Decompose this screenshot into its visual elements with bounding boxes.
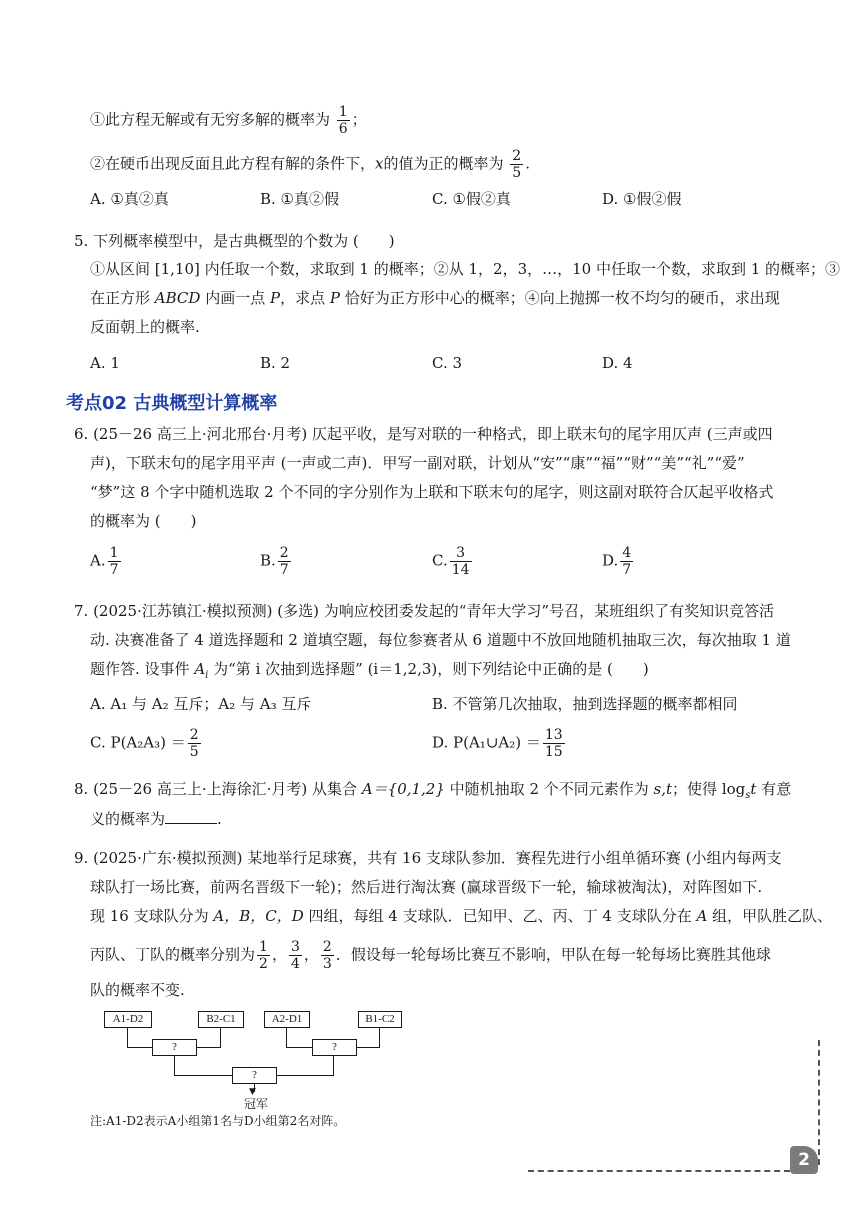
fraction: $\frac{2}{5}$ — [512, 148, 522, 181]
q6-line-1: 6. (25－26 高三上·河北邢台·月考) 仄起平收，是写对联的一种格式，即上联末句的尾字用仄声 (三声或四 — [74, 425, 773, 443]
q7-option-c: C. P(A₂A₃) ＝ $\frac{2}{5}$ — [90, 727, 199, 760]
bracket-box-semifinal-right: ? — [312, 1039, 357, 1056]
bracket-box-semifinal-left: ? — [152, 1039, 197, 1056]
q5-line-4: 反面朝上的概率. — [90, 318, 200, 336]
q4-option-c: C. ①假②真 — [432, 190, 511, 208]
q6-option-b: B. $\frac{2}{7}$ — [260, 545, 289, 578]
section-title: 考点02 古典概型计算概率 — [66, 393, 278, 414]
q5-option-c: C. 3 — [432, 354, 463, 372]
q4-option-d: D. ①假②假 — [602, 190, 682, 208]
fraction: $\frac{1}{6}$ — [338, 104, 348, 137]
q7-option-a: A. A₁ 与 A₂ 互斥；A₂ 与 A₃ 互斥 — [90, 695, 312, 713]
q5-line-2: ①从区间 [1,10] 内任取一个数，求取到 1 的概率；②从 1，2，3，…，10 中任取一个数，求取到 1 的概率；③ — [90, 260, 841, 278]
q7-option-b: B. 不管第几次抽取，抽到选择题的概率都相同 — [432, 695, 738, 713]
q7-line-2: 动. 决赛准备了 4 道选择题和 2 道填空题，每位参赛者从 6 道题中不放回地随机抽取三次，每次抽取 1 道 — [90, 631, 791, 649]
q4-statement-2: ②在硬币出现反面且此方程有解的条件下，x的值为正的概率为 $\frac{2}{5}$ . — [90, 148, 530, 181]
q9-line-2: 球队打一场比赛，前两名晋级下一轮)；然后进行淘汰赛 (赢球晋级下一轮，输球被淘汰)，对阵图如下. — [90, 878, 763, 896]
bracket-box-b2-c1: B2-C1 — [198, 1011, 244, 1028]
q6-line-4: 的概率为 ( ) — [90, 512, 197, 530]
q4-option-b: B. ①真②假 — [260, 190, 340, 208]
page-border-dashed-vertical — [818, 1040, 820, 1165]
q6-option-c: C. $\frac{3}{14}$ — [432, 545, 470, 578]
bracket-box-a1-d2: A1-D2 — [104, 1011, 152, 1028]
q5-option-d: D. 4 — [602, 354, 633, 372]
q7-line-1: 7. (2025·江苏镇江·模拟预测) (多选) 为响应校团委发起的“青年大学习”号召，某班组织了有奖知识竞答活 — [74, 602, 775, 620]
q4-option-a: A. ①真②真 — [90, 190, 169, 208]
bracket-box-final: ? — [232, 1067, 277, 1084]
q6-line-2: 声)，下联末句的尾字用平声 (一声或二声)．甲写一副对联，计划从“安”“康”“福”“财”“美”“礼”“爱” — [90, 454, 745, 472]
q9-line-5: 队的概率不变. — [90, 981, 185, 999]
bracket-note: 注:A1-D2表示A小组第1名与D小组第2名对阵。 — [90, 1114, 346, 1128]
q9-line-3: 现 16 支球队分为 A，B，C，D 四组，每组 4 支球队．已知甲、乙、丙、丁 4 支球队分在 A 组，甲队胜乙队、 — [90, 907, 833, 925]
q4-statement-1: ①此方程无解或有无穷多解的概率为 $\frac{1}{6}$ ； — [90, 104, 367, 137]
q5-stem: 5. 下列概率模型中，是古典概型的个数为 ( ) — [74, 232, 395, 250]
q7-option-d: D. P(A₁∪A₂) ＝ $\frac{13}{15}$ — [432, 727, 563, 760]
q8-line-2: 义的概率为 . — [90, 810, 222, 828]
bracket-box-b1-c2: B1-C2 — [358, 1011, 402, 1028]
page-border-dashed-horizontal — [528, 1170, 790, 1172]
answer-blank — [165, 809, 217, 824]
q5-option-b: B. 2 — [260, 354, 291, 372]
champion-label: 冠军 — [244, 1097, 269, 1111]
q6-line-3: “梦”这 8 个字中随机选取 2 个不同的字分别作为上联和下联末句的尾字，则这副对联符合仄起平收格式 — [90, 483, 774, 501]
q9-line-4: 丙队、丁队的概率分别为 $\frac{1}{2}$ ， $\frac{3}{4}$ ， $\frac{2}{3}$ ．假设每一轮每场比赛互不影响，甲队在每一轮每场比赛胜其他球 — [90, 939, 771, 972]
arrow-down-icon: ▼ — [249, 1087, 256, 1097]
q6-option-d: D. $\frac{4}{7}$ — [602, 545, 632, 578]
q5-option-a: A. 1 — [90, 354, 120, 372]
q6-option-a: A. $\frac{1}{7}$ — [90, 545, 119, 578]
page-number: 2 — [790, 1146, 818, 1174]
q5-line-3: 在正方形 ABCD 内画一点 P，求点 P 恰好为正方形中心的概率；④向上抛掷一枚不均匀的硬币，求出现 — [90, 289, 780, 307]
q7-line-3: 题作答. 设事件 $A_i$ 为“第 i 次抽到选择题” (i＝1,2,3)，则下列结论中正确的是 ( ) — [90, 660, 649, 681]
q9-line-1: 9. (2025·广东·模拟预测) 某地举行足球赛，共有 16 支球队参加．赛程先进行小组单循环赛 (小组内每两支 — [74, 849, 782, 867]
bracket-box-a2-d1: A2-D1 — [264, 1011, 310, 1028]
q8-line-1: 8. (25－26 高三上·上海徐汇·月考) 从集合 A＝{0,1,2} 中随机抽取 2 个不同元素作为 s,t；使得 $\log_st$ 有意 — [74, 780, 792, 801]
